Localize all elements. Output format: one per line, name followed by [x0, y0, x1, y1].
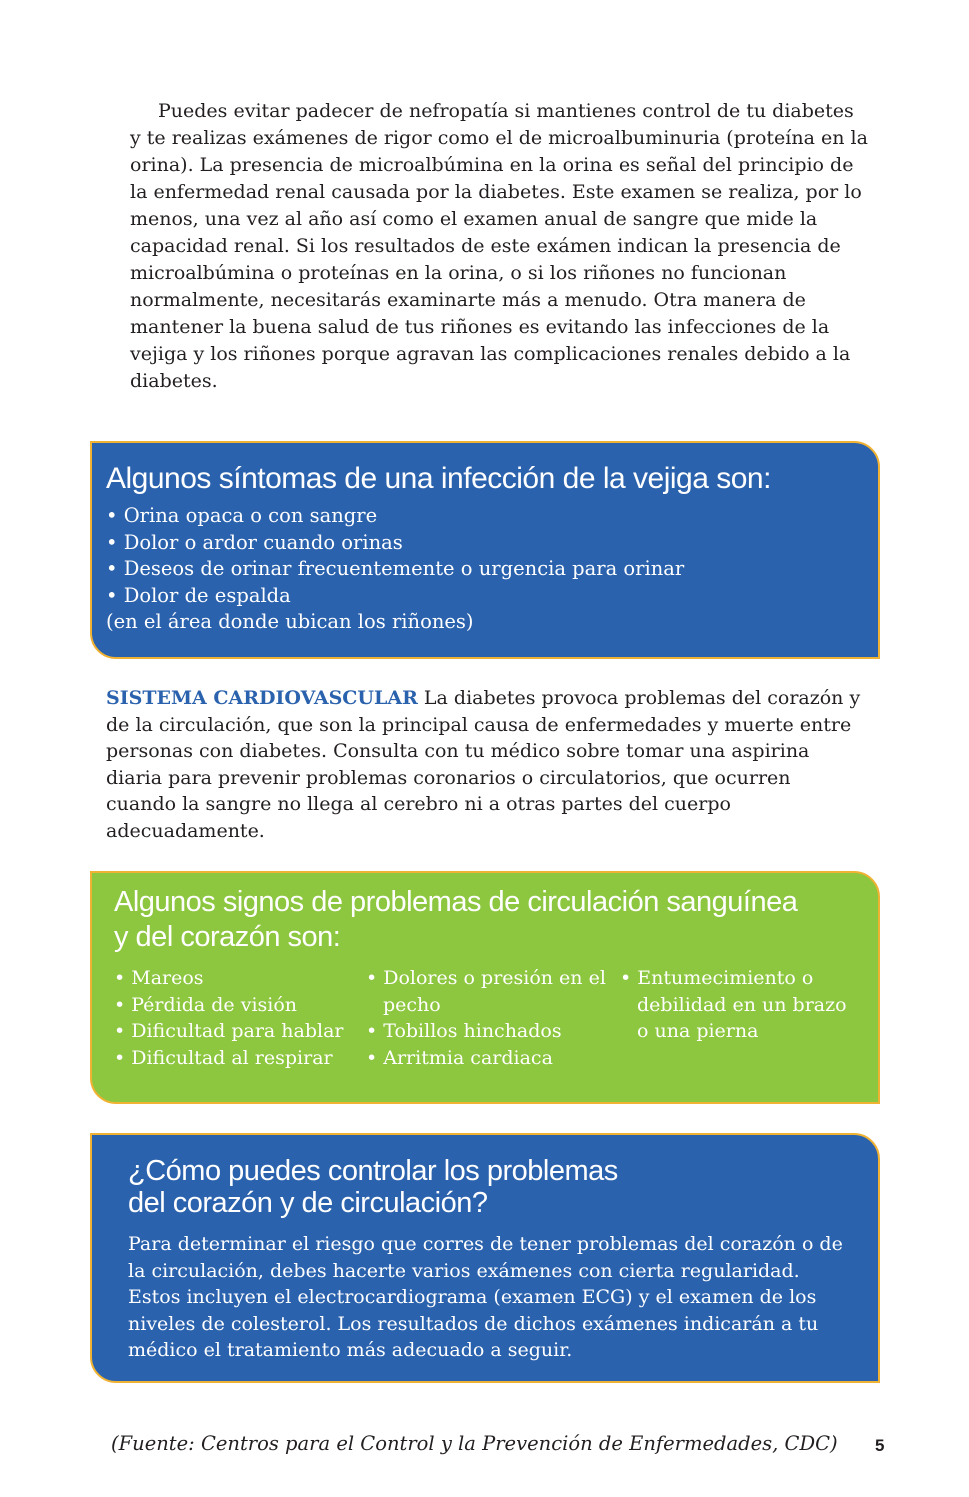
intro-text: Puedes evitar padecer de nefropatía si mantienes control de tu diabetes y te realizas exámenes de rigor como el de microalbuminuria (proteína en la orina). La presencia de microalbúmina en la orina es señal del principio de la enfermedad renal causada por la diabetes. Este examen se realiza, por lo menos, una vez al año así como el examen anual de sangre que mide la capacidad renal. Si los resultados de este exámen indican la presencia de microalbúmina o proteínas en la orina, o si los riñones no funcionan normalmente, necesitarás examinarte más a menudo. Otra manera de mantener la buena salud de tus riñones es evitando las infecciones de la vejiga y los riñones porque agravan las complicaciones renales debido a la diabetes. — [130, 100, 868, 392]
symptom-note: (en el área donde ubican los riñones) — [106, 610, 474, 633]
circulation-signs-box — [90, 871, 880, 1104]
sign-item: • Dificultad para hablar — [114, 1020, 344, 1042]
sign-item: • Entumecimiento o debilidad en un brazo o una pierna — [620, 967, 847, 1042]
symptom-item: • Dolor de espalda — [106, 583, 291, 607]
cardio-heading: SISTEMA CARDIOVASCULAR — [106, 687, 418, 709]
cardio-text: La diabetes provoca problemas del corazón y de la circulación, que son la principal causa de enfermedades y muerte entre personas con diabetes. Consulta con tu médico sobre tomar una aspirina diaria para prevenir problemas coronarios o circulatorios, que ocurren cuando la sangre no llega al cerebro ni a otras partes del cuerpo adecuadamente. — [106, 687, 861, 842]
signs-columns — [114, 965, 856, 1071]
cardio-paragraph — [106, 685, 866, 844]
control-box-title — [128, 1155, 856, 1219]
heart-control-box — [90, 1133, 880, 1383]
page-number: 5 — [875, 1436, 885, 1455]
signs-title-line2: y del corazón son: — [114, 921, 341, 953]
bladder-box-title: Algunos síntomas de una infección de la vejiga son: — [106, 462, 771, 495]
signs-title-line1: Algunos signos de problemas de circulación sanguínea — [114, 886, 798, 918]
symptom-item: • Orina opaca o con sangre — [106, 504, 378, 527]
signs-box-title — [114, 885, 856, 955]
sign-item: • Pérdida de visión — [114, 993, 298, 1016]
control-title-line1: ¿Cómo puedes controlar los problemas — [128, 1155, 618, 1187]
sign-item: • Mareos — [114, 967, 204, 989]
symptom-item: • Dolor o ardor cuando orinas — [106, 530, 403, 554]
control-title-line2: del corazón y de circulación? — [128, 1187, 488, 1219]
intro-paragraph — [130, 98, 870, 395]
control-box-text: Para determinar el riesgo que corres de tener problemas del corazón o de la circulación, debes hacerte varios exámenes con cierta regularidad. Estos incluyen el electrocardiograma (examen ECG) y el examen de los niveles de colesterol. Los resultados de dichos exámenes indicarán a tu médico el tratamiento más adecuado a seguir. — [128, 1233, 843, 1361]
bladder-infection-box — [90, 441, 880, 659]
source-citation: (Fuente: Centros para el Control y la Prevención de Enfermedades, CDC) — [111, 1432, 838, 1455]
symptom-list — [106, 503, 864, 609]
signs-column-3 — [620, 965, 850, 1071]
sign-item: • Arritmia cardiaca — [366, 1046, 553, 1069]
signs-column-2 — [366, 965, 620, 1071]
signs-column-1 — [114, 965, 366, 1071]
sign-item: • Dolores o presión en el pecho — [366, 967, 606, 1016]
symptom-item: • Deseos de orinar frecuentemente o urgencia para orinar — [106, 557, 685, 580]
sign-item: • Tobillos hinchados — [366, 1020, 562, 1042]
sign-item: • Dificultad al respirar — [114, 1046, 333, 1069]
